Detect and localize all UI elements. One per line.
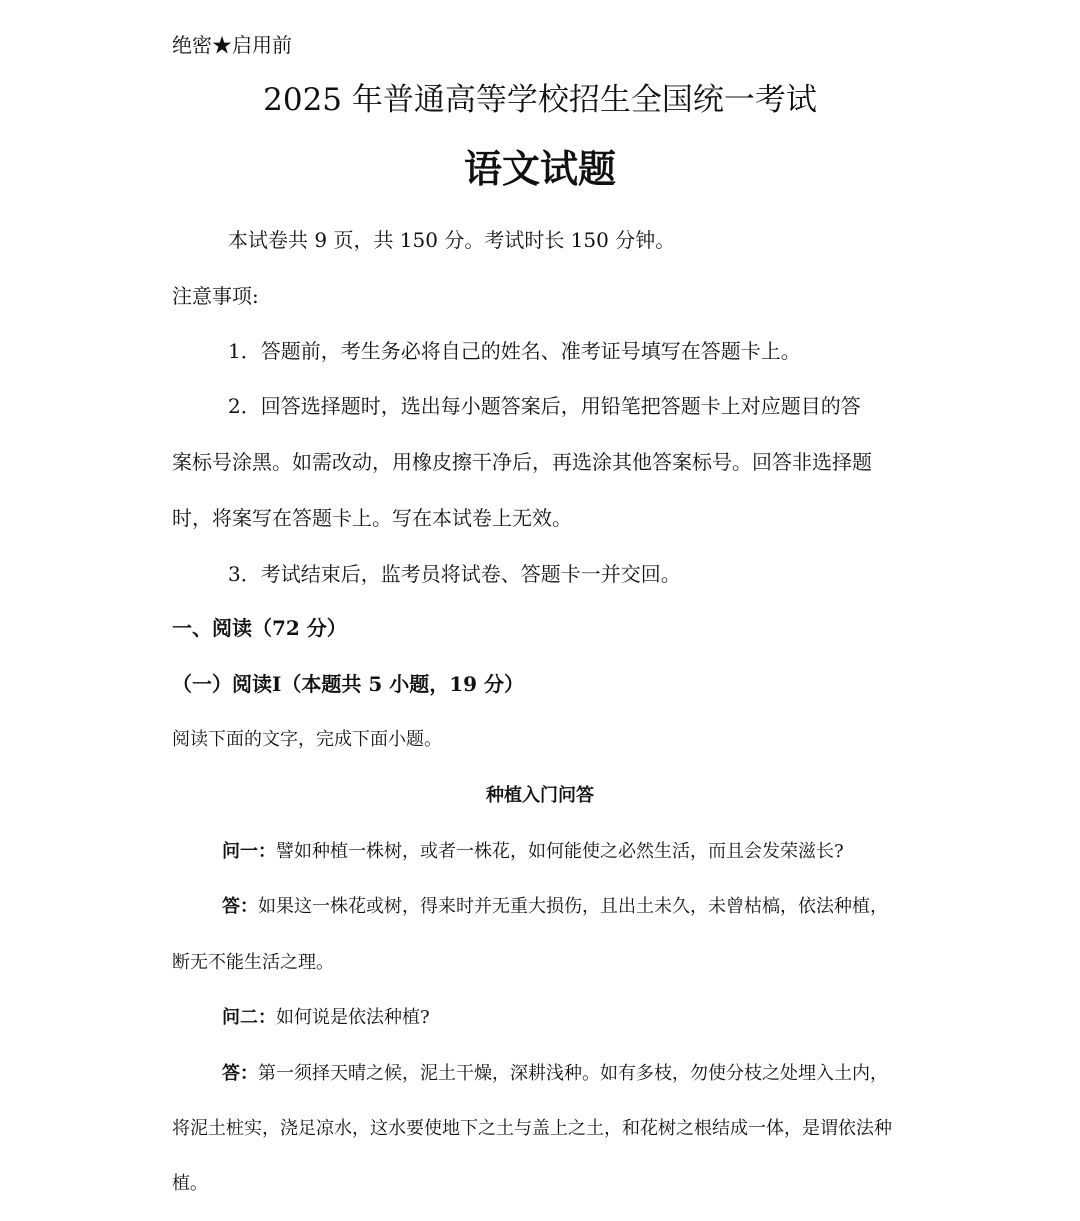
answer-2-line-2: 将泥土桩实，浇足凉水，这水要使地下之土与盖上之土，和花树之根结成一体，是谓依法种: [172, 1118, 892, 1139]
passage-title: 种植入门问答: [486, 785, 594, 806]
question-2-text: 如何说是依法种植?: [276, 1007, 430, 1028]
section-heading: 一、阅读（72 分）: [172, 616, 347, 640]
answer-2-text-1: 第一须择天晴之候，泥土干燥，深耕浅种。如有多枝，勿使分枝之处埋入土内，: [258, 1063, 888, 1084]
reading-instruction: 阅读下面的文字，完成下面小题。: [172, 729, 442, 750]
subsection-heading: （一）阅读I（本题共 5 小题，19 分）: [172, 672, 524, 696]
notes-heading: 注意事项:: [172, 284, 259, 308]
question-2: [222, 1004, 430, 1032]
answer-2-line-3: 植。: [172, 1173, 208, 1194]
note-item-1: 1．答题前，考生务必将自己的姓名、准考证号填写在答题卡上。: [228, 339, 801, 363]
question-2-label: 问二：: [222, 1007, 276, 1028]
answer-1-label: 答：: [222, 896, 258, 917]
answer-2-label: 答：: [222, 1063, 258, 1084]
note-item-3: 3．考试结束后，监考员将试卷、答题卡一并交回。: [228, 562, 681, 586]
answer-1-text-1: 如果这一株花或树，得来时并无重大损伤，且出土未久，未曾枯槁，依法种植，: [258, 896, 888, 917]
answer-2-line-1: [222, 1060, 888, 1088]
exam-title: 2025 年普通高等学校招生全国统一考试: [263, 82, 817, 118]
note-item-2-line-2: 案标号涂黑。如需改动，用橡皮擦干净后，再选涂其他答案标号。回答非选择题: [172, 450, 872, 474]
confidential-mark: 绝密★启用前: [172, 33, 292, 57]
answer-1-line-2: 断无不能生活之理。: [172, 952, 334, 973]
subject-title: 语文试题: [463, 146, 616, 191]
answer-1-line-1: [222, 893, 888, 921]
note-item-2-line-1: 2．回答选择题时，选出每小题答案后，用铅笔把答题卡上对应题目的答: [228, 394, 861, 418]
exam-intro: 本试卷共 9 页，共 150 分。考试时长 150 分钟。: [228, 228, 676, 252]
question-1-text: 譬如种植一株树，或者一株花，如何能使之必然生活，而且会发荣滋长?: [276, 841, 844, 862]
question-1: [222, 838, 844, 866]
note-item-2-line-3: 时，将案写在答题卡上。写在本试卷上无效。: [172, 506, 572, 530]
question-1-label: 问一：: [222, 841, 276, 862]
